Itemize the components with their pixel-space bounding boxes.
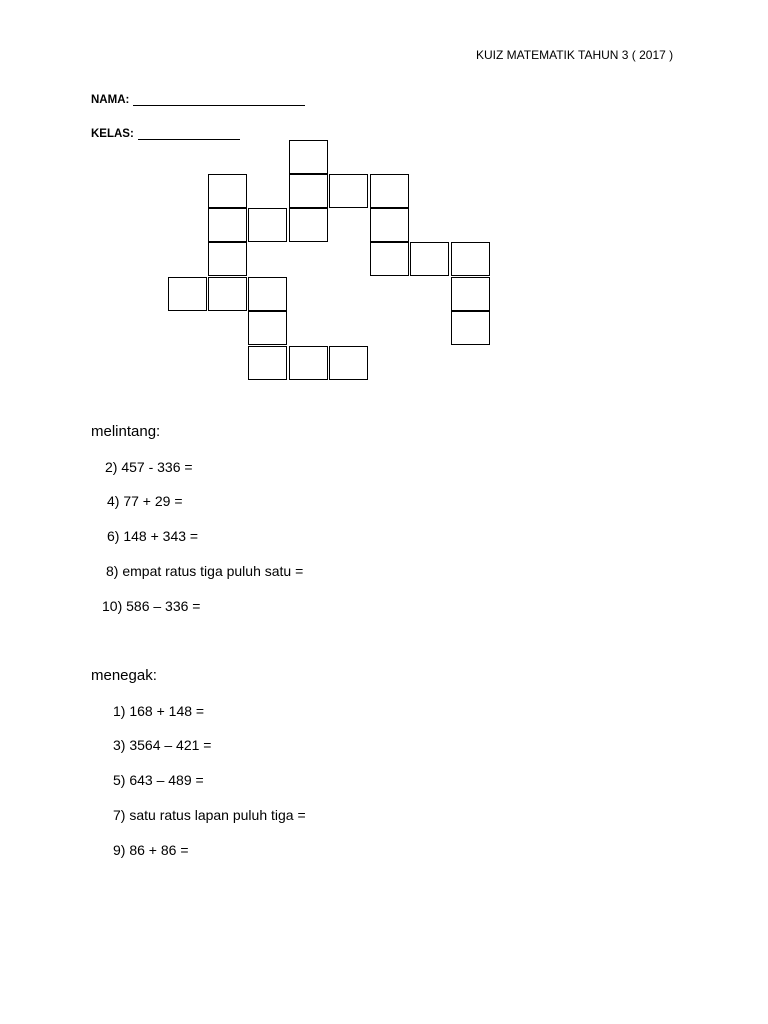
across-heading: melintang: (91, 423, 161, 440)
crossword-cell[interactable] (370, 174, 409, 208)
crossword-cell[interactable] (248, 277, 287, 311)
crossword-cell[interactable] (248, 311, 287, 345)
crossword-cell[interactable] (451, 311, 490, 345)
crossword-cell[interactable] (451, 242, 490, 276)
across-clue: 8) empat ratus tiga puluh satu = (106, 563, 304, 579)
name-field (91, 94, 305, 106)
name-input-line[interactable] (133, 94, 305, 106)
crossword-cell[interactable] (289, 346, 328, 380)
crossword-cell[interactable] (410, 242, 449, 276)
crossword-cell[interactable] (208, 174, 247, 208)
across-clue: 2) 457 - 336 = (105, 459, 193, 475)
across-clue: 4) 77 + 29 = (107, 493, 183, 509)
down-clue: 3) 3564 – 421 = (113, 737, 212, 753)
down-clue: 1) 168 + 148 = (113, 703, 205, 719)
across-clue: 10) 586 – 336 = (102, 598, 201, 614)
crossword-cell[interactable] (289, 174, 328, 208)
crossword-cell[interactable] (208, 277, 247, 311)
crossword-cell[interactable] (451, 277, 490, 311)
crossword-cell[interactable] (208, 242, 247, 276)
down-heading: menegak: (91, 667, 157, 684)
class-field (91, 128, 240, 140)
crossword-grid (0, 0, 768, 420)
crossword-cell[interactable] (248, 208, 287, 242)
across-clue: 6) 148 + 343 = (107, 528, 199, 544)
crossword-cell[interactable] (289, 140, 328, 174)
crossword-cell[interactable] (289, 208, 328, 242)
down-clue: 7) satu ratus lapan puluh tiga = (113, 807, 306, 823)
class-input-line[interactable] (138, 128, 240, 140)
class-label: KELAS: (91, 128, 134, 140)
quiz-title: KUIZ MATEMATIK TAHUN 3 ( 2017 ) (476, 48, 674, 62)
crossword-cell[interactable] (208, 208, 247, 242)
crossword-cell[interactable] (248, 346, 287, 380)
crossword-cell[interactable] (370, 208, 409, 242)
crossword-cell[interactable] (329, 174, 368, 208)
down-clue: 9) 86 + 86 = (113, 842, 189, 858)
crossword-cell[interactable] (329, 346, 368, 380)
crossword-cell[interactable] (168, 277, 207, 311)
crossword-cell[interactable] (370, 242, 409, 276)
name-label: NAMA: (91, 94, 130, 106)
down-clue: 5) 643 – 489 = (113, 772, 204, 788)
